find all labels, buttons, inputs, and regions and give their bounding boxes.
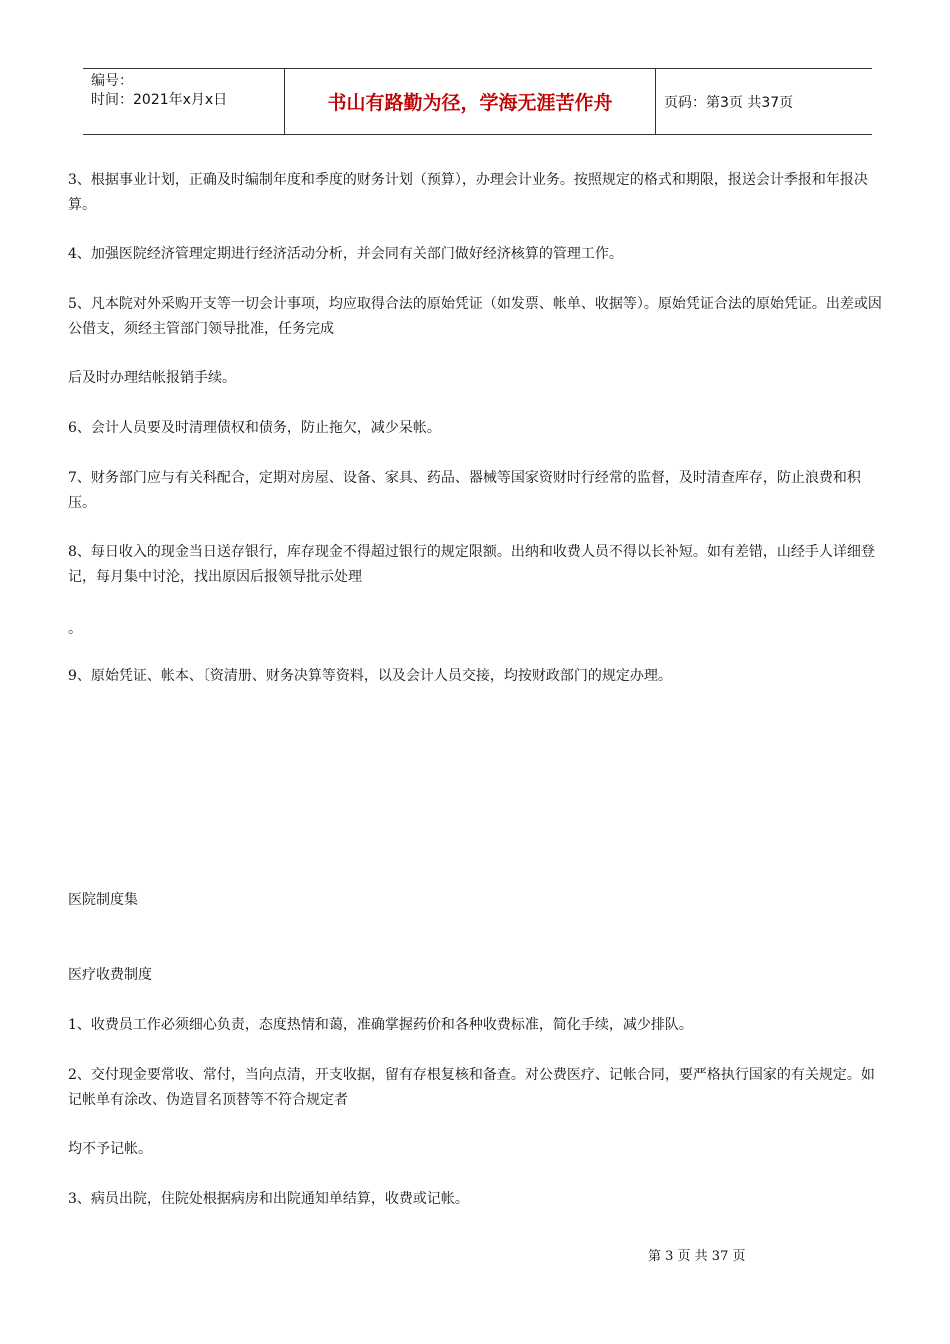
paragraph-accounting-8: 8、每日收入的现金当日送存银行，库存现金不得超过银行的规定限额。出纳和收费人员不得以长补短。如有差错，山经手人详细登记，每月集中讨沦，找出原因后报领导批示处理	[68, 544, 875, 585]
paragraph-billing-1: 1、收费员工作必须细心负责，态度热情和蔼，准确掌握药价和各种收费标准，简化手续，减少排队。	[68, 1017, 693, 1033]
paragraph-billing-2-cont: 均不予记帐。	[68, 1141, 152, 1157]
paragraph-accounting-9: 9、原始凭证、帐本、〔资清册、财务决算等资料，以及会计人员交接，均按财政部门的规定办理。	[68, 668, 672, 684]
page-footer: 第 3 页 共 37 页	[648, 1249, 746, 1264]
document-time-label: 时间：2021年x月x日	[91, 92, 228, 108]
paragraph-billing-3: 3、病员出院，住院处根据病房和出院通知单结算，收费或记帐。	[68, 1191, 469, 1207]
paragraph-accounting-6: 6、会计人员要及时清理债权和债务，防止拖欠，减少呆帐。	[68, 420, 441, 436]
paragraph-accounting-5: 5、凡本院对外采购开支等一切会计事项，均应取得合法的原始凭证（如发票、帐单、收据等）。原始凭证合法的原始凭证。出差或因公借支，须经主管部门领导批准，任务完成	[68, 296, 882, 337]
header-meta	[83, 69, 284, 134]
section-title-billing-rules: 医疗收费制度	[68, 967, 152, 983]
header-slogan: 书山有路勤为径，学海无涯苦作舟	[284, 69, 656, 134]
paragraph-accounting-4: 4、加强医院经济管理定期进行经济活动分析，并会同有关部门做好经济核算的管理工作。	[68, 246, 623, 262]
paragraph-accounting-5-cont: 后及时办理结帐报销手续。	[68, 370, 236, 386]
section-title-hospital-rules: 医院制度集	[68, 892, 138, 908]
paragraph-accounting-3: 3、根据事业计划，正确及时编制年度和季度的财务计划（预算），办理会计业务。按照规定的格式和期限，报送会计季报和年报决算。	[68, 172, 868, 213]
paragraph-accounting-7: 7、财务部门应与有关科配合，定期对房屋、设备、家具、药品、器械等国家资财时行经常的监督，及时清查库存，防止浪费和积压。	[68, 470, 861, 511]
document-number-label: 编号：	[91, 73, 133, 89]
document-header	[83, 68, 872, 135]
header-page-label: 页码：第3页 共37页	[664, 94, 794, 111]
paragraph-billing-2: 2、交付现金要常收、常付，当向点清，开支收据，留有存根复核和备查。对公费医疗、记帐合同，要严格执行国家的有关规定。如记帐单有涂改、伪造冒名顶替等不符合规定者	[68, 1067, 875, 1108]
paragraph-accounting-8-cont: 。	[68, 621, 82, 637]
